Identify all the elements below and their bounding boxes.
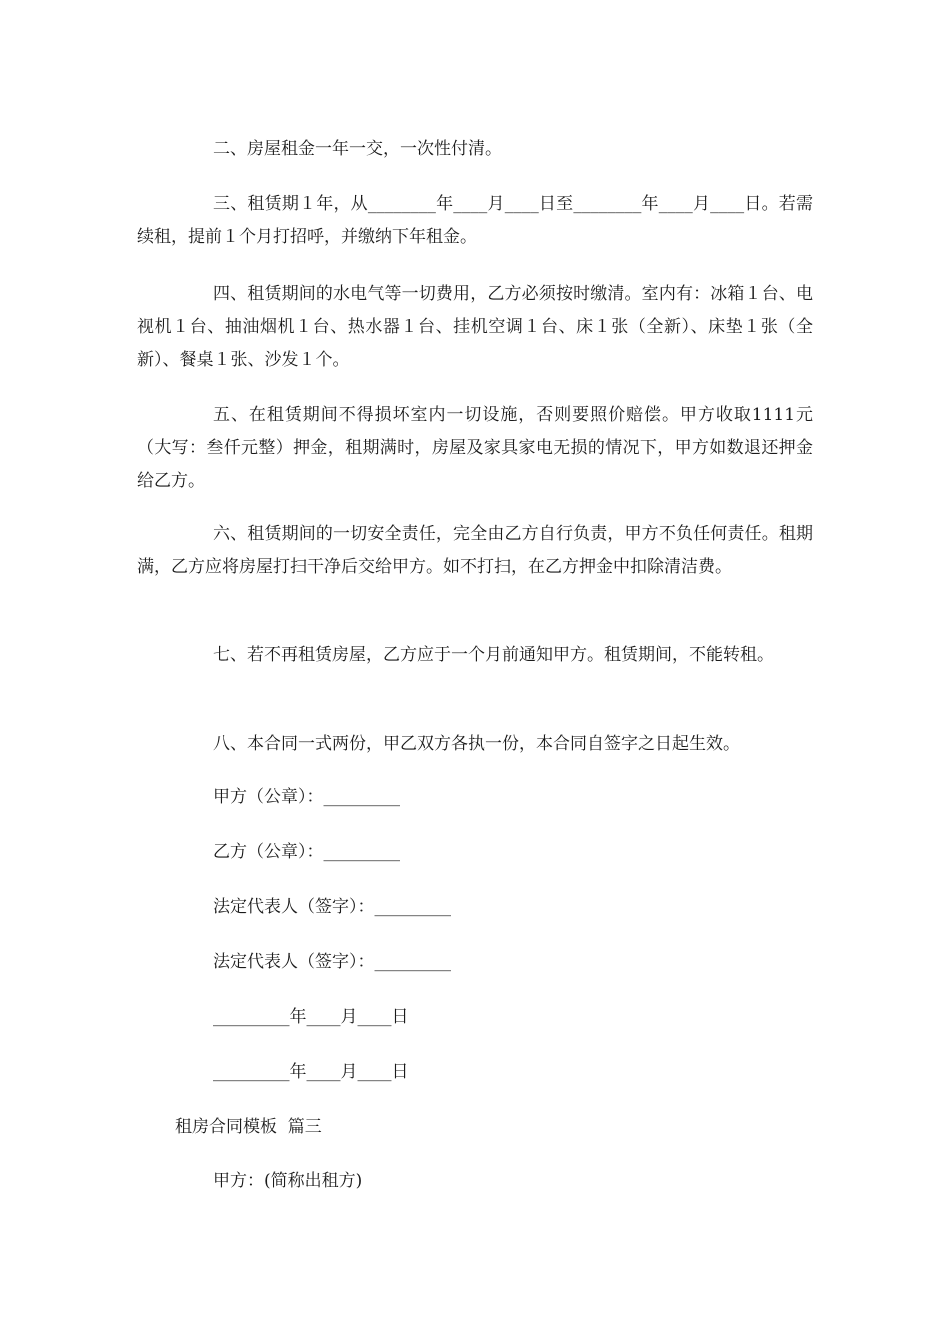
- party-b-seal-line: 乙方（公章）：_________: [213, 842, 400, 862]
- section-title: 租房合同模板 篇三: [175, 1117, 322, 1137]
- legal-rep-signature-line-2: 法定代表人（签字）：_________: [213, 952, 451, 972]
- clause-three: 三、租赁期１年，从________年____月____日至________年____月____日。若需续租，提前１个月打招呼，并缴纳下年租金。: [137, 194, 813, 247]
- legal-rep-signature-line-1: 法定代表人（签字）：_________: [213, 897, 451, 917]
- clause-eight: 八、本合同一式两份，甲乙双方各执一份，本合同自签字之日起生效。: [213, 734, 740, 754]
- clause-four: 四、租赁期间的水电气等一切费用，乙方必须按时缴清。室内有：冰箱１台、电视机１台、抽油烟机１台、热水器１台、挂机空调１台、床１张（全新）、床垫１张（全新）、餐桌１张、沙发１个。: [137, 284, 813, 370]
- party-a-seal-line: 甲方（公章）：_________: [213, 787, 400, 807]
- clause-seven: 七、若不再租赁房屋，乙方应于一个月前通知甲方。租赁期间，不能转租。: [213, 645, 774, 665]
- date-line-2: _________年____月____日: [213, 1062, 409, 1082]
- clause-two: 二、房屋租金一年一交，一次性付清。: [213, 139, 502, 159]
- party-a-intro: 甲方：(简称出租方): [213, 1171, 363, 1191]
- date-line-1: _________年____月____日: [213, 1007, 409, 1027]
- clause-six: 六、租赁期间的一切安全责任，完全由乙方自行负责，甲方不负任何责任。租期满，乙方应将房屋打扫干净后交给甲方。如不打扫，在乙方押金中扣除清洁费。: [137, 524, 813, 577]
- clause-five: 五、在租赁期间不得损坏室内一切设施，否则要照价赔偿。甲方收取1111元（大写：叁仟元整）押金，租期满时，房屋及家具家电无损的情况下，甲方如数退还押金给乙方。: [137, 405, 813, 491]
